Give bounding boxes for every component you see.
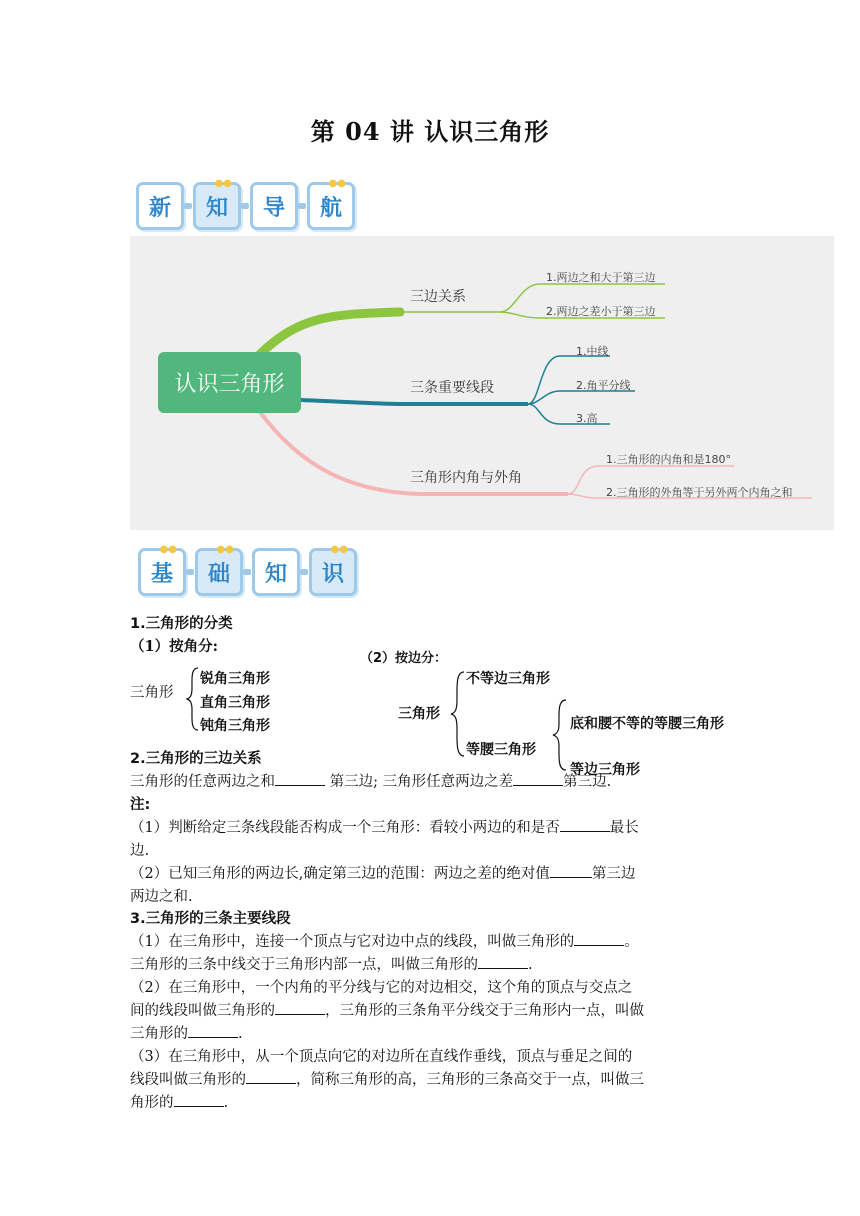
banner-basic-knowledge <box>138 544 357 596</box>
banner-tile: 新 <box>136 182 184 230</box>
fill-blank[interactable] <box>513 773 563 786</box>
leaf-label: 1.中线 <box>576 345 609 358</box>
banner-tile: ●● 识 <box>309 548 357 596</box>
paragraph: （1）判断给定三条线段能否构成一个三角形：看较小两边的和是否 最长 <box>130 820 639 836</box>
banner-tile: ●● 航 <box>307 182 355 230</box>
branch-label: 三条重要线段 <box>410 380 494 396</box>
banner-tile: 知 <box>252 548 300 596</box>
side-subtype: 底和腰不等的等腰三角形 <box>570 716 724 732</box>
paragraph: 间的线段叫做三角形的 ，三角形的三条角平分线交于三角形内一点，叫做 <box>130 1003 644 1019</box>
leaf-label: 2.角平分线 <box>576 379 631 392</box>
branch-label: 三边关系 <box>410 289 466 305</box>
paragraph: （2）已知三角形的两边长,确定第三边的范围：两边之差的绝对值 第三边 <box>130 866 636 882</box>
classify-root: 三角形 <box>130 685 174 701</box>
side-type: 不等边三角形 <box>466 671 550 687</box>
page-title: 第 04 讲 认识三角形 <box>310 117 550 146</box>
fill-blank[interactable] <box>246 1071 296 1084</box>
leaf-label: 2.两边之差小于第三边 <box>546 305 656 318</box>
paragraph: （3）在三角形中，从一个顶点向它的对边所在直线作垂线，顶点与垂足之间的 <box>130 1049 633 1065</box>
classify-by-angle-label: （1）按角分: <box>130 638 218 655</box>
leaf-label: 1.两边之和大于第三边 <box>546 271 656 284</box>
section-heading: 3.三角形的三条主要线段 <box>130 911 291 927</box>
note-label: 注: <box>130 797 151 813</box>
leaf-label: 2.三角形的外角等于另外两个内角之和 <box>606 486 793 499</box>
paragraph: （2）在三角形中，一个内角的平分线与它的对边相交，这个角的顶点与交点之 <box>130 980 633 996</box>
paragraph: 线段叫做三角形的 ，简称三角形的高，三角形的三条高交于一点，叫做三 <box>130 1072 644 1088</box>
banner-tile: ●● 知 <box>193 182 241 230</box>
paragraph: 三角形的三条中线交于三角形内部一点，叫做三角形的 . <box>130 957 533 973</box>
brace-icon <box>450 670 466 758</box>
classify-root: 三角形 <box>398 706 440 722</box>
leaf-label: 1.三角形的内角和是180° <box>606 453 731 466</box>
fill-blank[interactable] <box>574 933 624 946</box>
fill-blank[interactable] <box>550 865 592 878</box>
paragraph: 边. <box>130 843 150 859</box>
section-heading: 1.三角形的分类 <box>130 616 233 632</box>
brace-icon <box>552 698 568 772</box>
paragraph: 两边之和. <box>130 889 193 905</box>
section-heading: 2.三角形的三边关系 <box>130 751 262 767</box>
angle-type: 锐角三角形 <box>200 671 270 687</box>
fill-blank[interactable] <box>174 1094 224 1107</box>
fill-blank[interactable] <box>188 1025 238 1038</box>
leaf-label: 3.高 <box>576 412 598 425</box>
side-type: 等腰三角形 <box>466 742 536 758</box>
fill-blank[interactable] <box>478 956 528 969</box>
mind-map-root: 认识三角形 <box>158 352 301 413</box>
banner-tile: ●● 基 <box>138 548 186 596</box>
mind-map <box>130 236 834 530</box>
angle-type: 直角三角形 <box>200 695 270 711</box>
paragraph: 角形的 . <box>130 1095 229 1111</box>
branch-label: 三角形内角与外角 <box>410 470 522 486</box>
brace-icon <box>186 666 200 732</box>
banner-tile: 导 <box>250 182 298 230</box>
banner-new-knowledge <box>136 178 355 230</box>
fill-blank[interactable] <box>275 773 325 786</box>
paragraph: （1）在三角形中，连接一个顶点与它对边中点的线段，叫做三角形的 。 <box>130 934 639 950</box>
fill-blank[interactable] <box>560 819 610 832</box>
paragraph: 三角形的 . <box>130 1026 243 1042</box>
angle-type: 钝角三角形 <box>200 718 270 734</box>
paragraph: 三角形的任意两边之和 第三边; 三角形任意两边之差 第三边. <box>130 774 612 790</box>
fill-blank[interactable] <box>275 1002 325 1015</box>
side-subtype: 等边三角形 <box>570 762 640 778</box>
classify-by-side-label: （2）按边分： <box>360 651 448 666</box>
banner-tile: ●● 础 <box>195 548 243 596</box>
